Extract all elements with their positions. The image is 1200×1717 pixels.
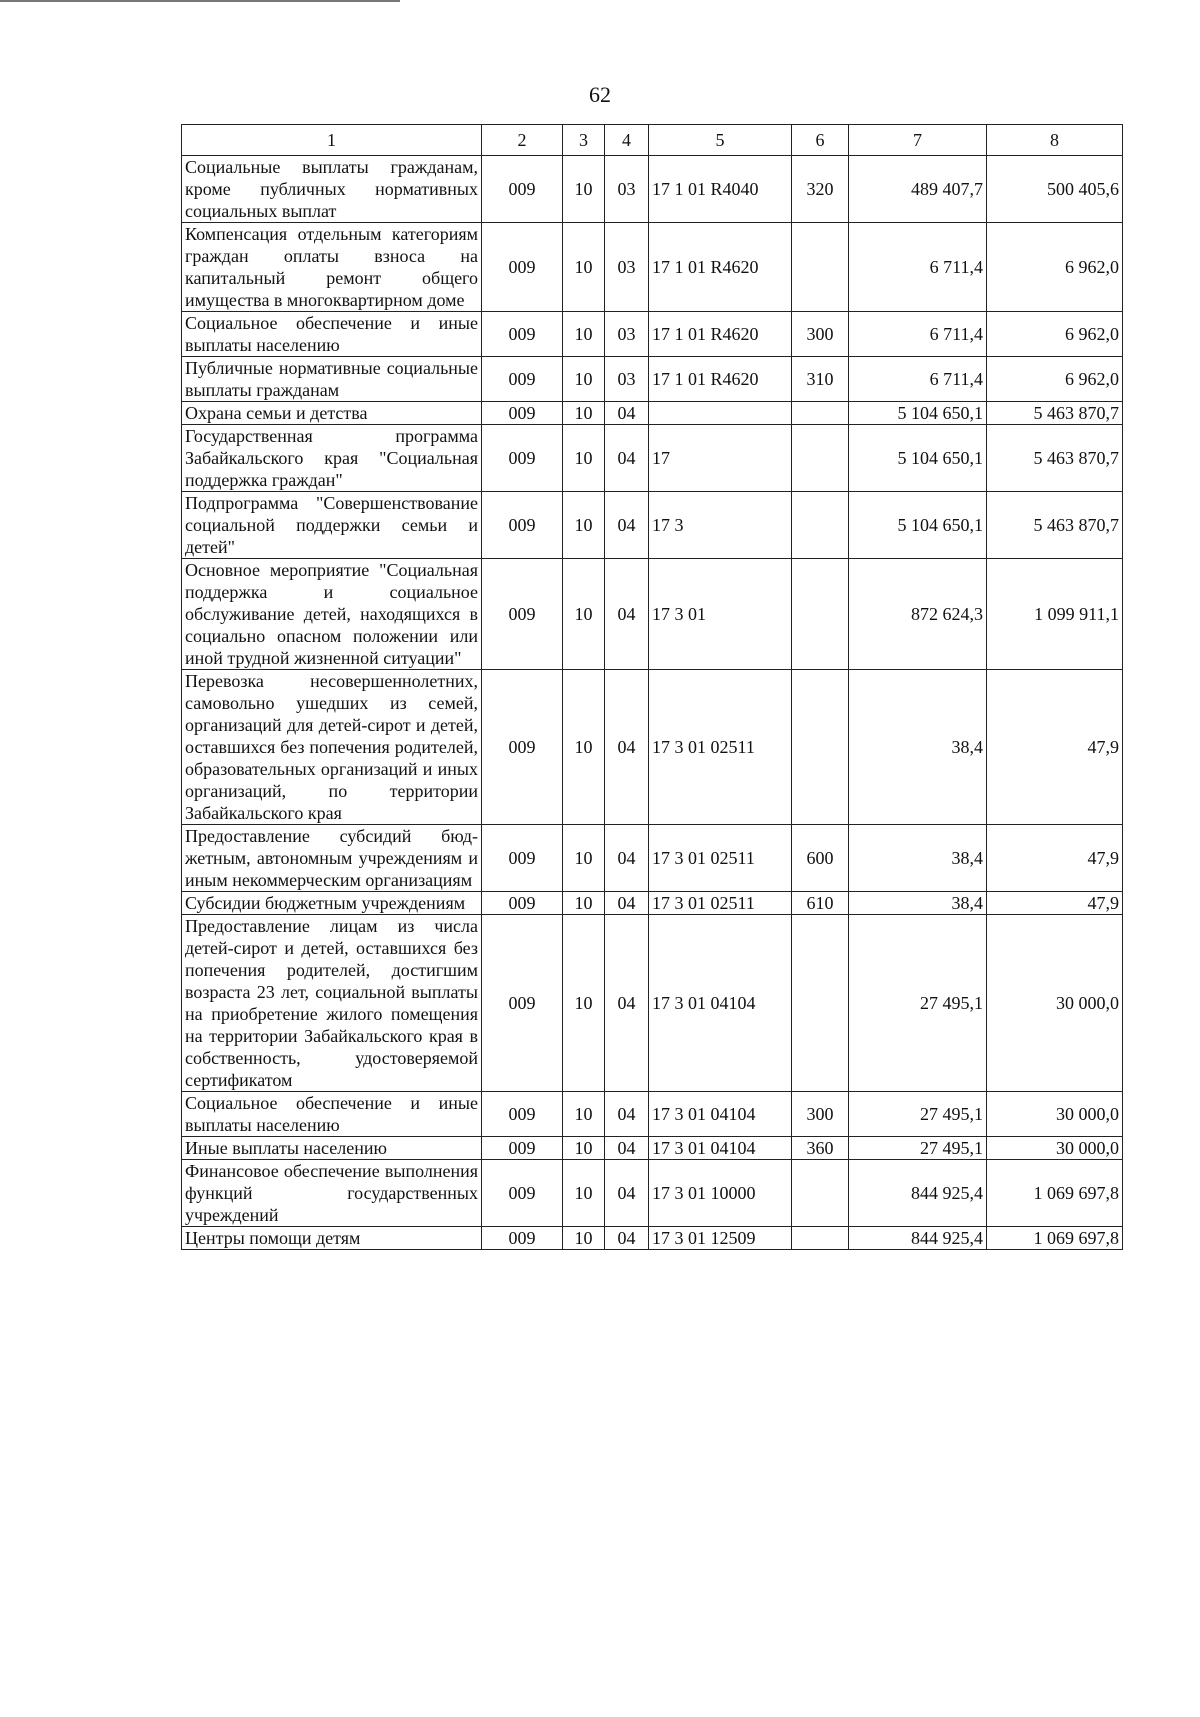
admin-code-cell: 009 [482,156,563,223]
expense-type-cell: 360 [792,1137,849,1160]
amount-year2-cell: 6 962,0 [987,223,1123,312]
header-cell: 1 [182,125,482,156]
expense-type-cell [792,915,849,1092]
header-cell: 6 [792,125,849,156]
subsection-code-cell: 03 [605,357,649,402]
target-article-cell: 17 3 01 04104 [649,915,792,1092]
amount-year1-cell: 6 711,4 [849,357,987,402]
target-article-cell: 17 3 01 04104 [649,1137,792,1160]
amount-year2-cell: 500 405,6 [987,156,1123,223]
expense-type-cell [792,1160,849,1227]
header-cell: 5 [649,125,792,156]
subsection-code-cell: 04 [605,892,649,915]
header-cell: 4 [605,125,649,156]
table-row [182,1160,1123,1227]
subsection-code-cell: 04 [605,915,649,1092]
row-name-cell: Государственная программа Забайкальского края "Социальная поддержка граждан" [182,425,482,492]
target-article-cell: 17 3 01 02511 [649,825,792,892]
target-article-cell: 17 3 01 02511 [649,670,792,825]
subsection-code-cell: 03 [605,312,649,357]
target-article-cell: 17 1 01 R4620 [649,357,792,402]
expense-type-cell: 300 [792,1092,849,1137]
expense-type-cell [792,559,849,670]
row-name-cell: Перевозка несовершеннолетних, самовольно ушедших из семей, организаций для детей-сирот и детей, оставшихся без попечения родителей, образовательных организаций и иных организаций, по территории Забайкальского края [182,670,482,825]
admin-code-cell: 009 [482,892,563,915]
section-code-cell: 10 [563,1092,605,1137]
expense-type-cell [792,670,849,825]
target-article-cell: 17 3 01 02511 [649,892,792,915]
table-row [182,670,1123,825]
section-code-cell: 10 [563,1227,605,1250]
amount-year1-cell: 5 104 650,1 [849,402,987,425]
expense-type-cell: 600 [792,825,849,892]
row-name-cell: Иные выплаты населению [182,1137,482,1160]
admin-code-cell: 009 [482,492,563,559]
admin-code-cell: 009 [482,357,563,402]
subsection-code-cell: 04 [605,559,649,670]
admin-code-cell: 009 [482,1137,563,1160]
amount-year1-cell: 6 711,4 [849,223,987,312]
amount-year2-cell: 1 069 697,8 [987,1160,1123,1227]
row-name-cell: Социальное обеспечение и иные выплаты населению [182,312,482,357]
table-row [182,312,1123,357]
budget-table [181,124,1123,1250]
amount-year2-cell: 6 962,0 [987,357,1123,402]
amount-year2-cell: 47,9 [987,892,1123,915]
amount-year1-cell: 489 407,7 [849,156,987,223]
admin-code-cell: 009 [482,1227,563,1250]
row-name-cell: Финансовое обеспечение выполнения функций государственных учреждений [182,1160,482,1227]
target-article-cell: 17 3 01 10000 [649,1160,792,1227]
row-name-cell: Предоставление лицам из числа детей-сирот и детей, оставшихся без попечения родителей, достигшим возраста 23 лет, социальной выплаты на приобретение жилого помещения на территории Забайкальского края в собственность, удостоверяемой сертификатом [182,915,482,1092]
amount-year2-cell: 30 000,0 [987,1137,1123,1160]
expense-type-cell [792,402,849,425]
subsection-code-cell: 03 [605,223,649,312]
target-article-cell: 17 [649,425,792,492]
section-code-cell: 10 [563,825,605,892]
table-row [182,892,1123,915]
row-name-cell: Социальное обеспечение и иные выплаты населению [182,1092,482,1137]
table-row [182,915,1123,1092]
section-code-cell: 10 [563,312,605,357]
section-code-cell: 10 [563,892,605,915]
admin-code-cell: 009 [482,1092,563,1137]
amount-year1-cell: 27 495,1 [849,1137,987,1160]
target-article-cell: 17 1 01 R4040 [649,156,792,223]
amount-year2-cell: 1 069 697,8 [987,1227,1123,1250]
subsection-code-cell: 04 [605,1227,649,1250]
table-row [182,492,1123,559]
subsection-code-cell: 04 [605,1160,649,1227]
section-code-cell: 10 [563,156,605,223]
subsection-code-cell: 04 [605,1137,649,1160]
amount-year1-cell: 38,4 [849,670,987,825]
section-code-cell: 10 [563,915,605,1092]
admin-code-cell: 009 [482,425,563,492]
amount-year1-cell: 27 495,1 [849,915,987,1092]
subsection-code-cell: 04 [605,425,649,492]
header-cell: 3 [563,125,605,156]
admin-code-cell: 009 [482,915,563,1092]
amount-year1-cell: 5 104 650,1 [849,492,987,559]
expense-type-cell: 610 [792,892,849,915]
admin-code-cell: 009 [482,312,563,357]
table-row [182,559,1123,670]
table-row [182,357,1123,402]
expense-type-cell [792,425,849,492]
amount-year1-cell: 27 495,1 [849,1092,987,1137]
expense-type-cell: 320 [792,156,849,223]
admin-code-cell: 009 [482,1160,563,1227]
amount-year2-cell: 5 463 870,7 [987,425,1123,492]
table-row [182,402,1123,425]
section-code-cell: 10 [563,402,605,425]
table-row [182,1137,1123,1160]
subsection-code-cell: 04 [605,825,649,892]
row-name-cell: Основное мероприятие "Социальная поддержка и социальное обслуживание детей, находящихся в социально опасном положении или иной трудной жизненной ситуации" [182,559,482,670]
amount-year2-cell: 47,9 [987,670,1123,825]
row-name-cell: Социальные выплаты гражданам, кроме публичных нормативных социальных выплат [182,156,482,223]
table-row [182,825,1123,892]
row-name-cell: Компенсация отдельным категориям граждан оплаты взноса на капитальный ремонт общего имущества в многоквартирном доме [182,223,482,312]
table-row [182,425,1123,492]
section-code-cell: 10 [563,492,605,559]
target-article-cell [649,402,792,425]
header-cell: 7 [849,125,987,156]
table-row [182,1092,1123,1137]
expense-type-cell: 310 [792,357,849,402]
subsection-code-cell: 04 [605,402,649,425]
amount-year2-cell: 5 463 870,7 [987,492,1123,559]
row-name-cell: Субсидии бюджетным учреждениям [182,892,482,915]
table-row [182,223,1123,312]
amount-year1-cell: 872 624,3 [849,559,987,670]
subsection-code-cell: 04 [605,1092,649,1137]
page-number: 62 [589,82,611,107]
amount-year1-cell: 6 711,4 [849,312,987,357]
amount-year2-cell: 1 099 911,1 [987,559,1123,670]
amount-year2-cell: 5 463 870,7 [987,402,1123,425]
table-row [182,156,1123,223]
section-code-cell: 10 [563,223,605,312]
target-article-cell: 17 3 01 12509 [649,1227,792,1250]
admin-code-cell: 009 [482,559,563,670]
amount-year2-cell: 30 000,0 [987,915,1123,1092]
target-article-cell: 17 3 [649,492,792,559]
amount-year2-cell: 6 962,0 [987,312,1123,357]
amount-year1-cell: 38,4 [849,892,987,915]
expense-type-cell [792,223,849,312]
target-article-cell: 17 1 01 R4620 [649,312,792,357]
amount-year1-cell: 5 104 650,1 [849,425,987,492]
section-code-cell: 10 [563,1137,605,1160]
amount-year2-cell: 30 000,0 [987,1092,1123,1137]
section-code-cell: 10 [563,670,605,825]
row-name-cell: Охрана семьи и детства [182,402,482,425]
target-article-cell: 17 1 01 R4620 [649,223,792,312]
expense-type-cell [792,492,849,559]
subsection-code-cell: 03 [605,156,649,223]
section-code-cell: 10 [563,357,605,402]
table-body [182,156,1123,1250]
section-code-cell: 10 [563,425,605,492]
header-row [182,125,1123,156]
amount-year2-cell: 47,9 [987,825,1123,892]
row-name-cell: Предоставление субсидий бюджетным, автономным учреждениям и иным некоммерческим организациям [182,825,482,892]
row-name-cell: Подпрограмма "Совершенствование социальной поддержки семьи и детей" [182,492,482,559]
admin-code-cell: 009 [482,670,563,825]
row-name-cell: Публичные нормативные социальные выплаты гражданам [182,357,482,402]
subsection-code-cell: 04 [605,670,649,825]
admin-code-cell: 009 [482,402,563,425]
amount-year1-cell: 844 925,4 [849,1227,987,1250]
expense-type-cell: 300 [792,312,849,357]
admin-code-cell: 009 [482,223,563,312]
scan-edge-line [0,0,400,2]
admin-code-cell: 009 [482,825,563,892]
section-code-cell: 10 [563,1160,605,1227]
amount-year1-cell: 844 925,4 [849,1160,987,1227]
subsection-code-cell: 04 [605,492,649,559]
target-article-cell: 17 3 01 04104 [649,1092,792,1137]
header-cell: 8 [987,125,1123,156]
row-name-cell: Центры помощи детям [182,1227,482,1250]
amount-year1-cell: 38,4 [849,825,987,892]
target-article-cell: 17 3 01 [649,559,792,670]
table-row [182,1227,1123,1250]
header-cell: 2 [482,125,563,156]
section-code-cell: 10 [563,559,605,670]
expense-type-cell [792,1227,849,1250]
